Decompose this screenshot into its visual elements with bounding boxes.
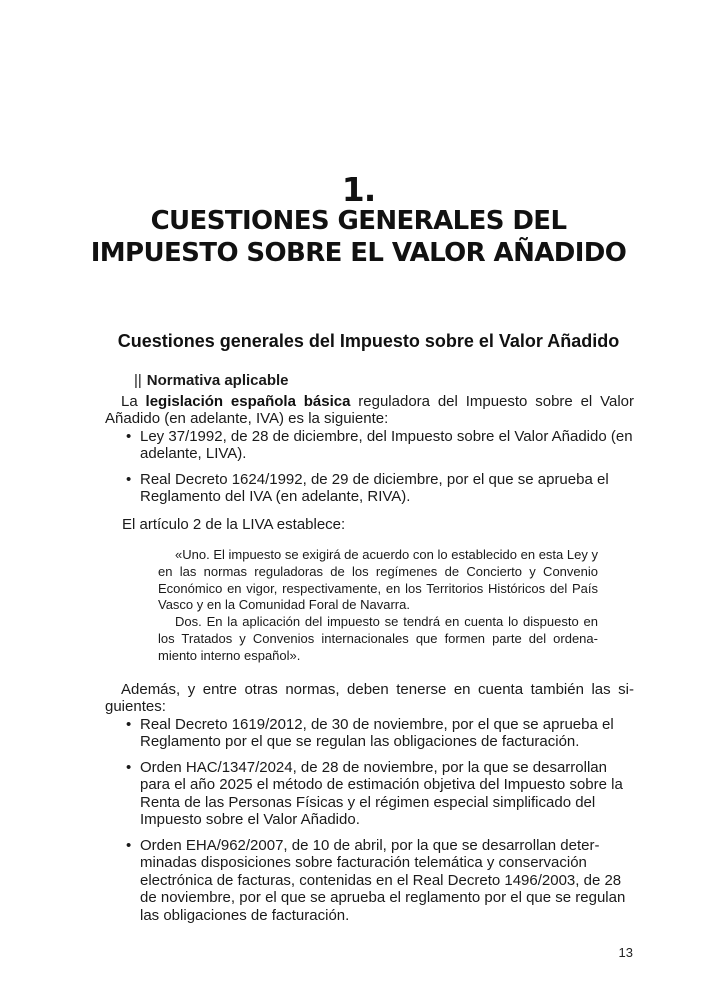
list-item: • Orden HAC/1347/2024, de 28 de noviembre, por la que se desarrollan para el año 2025 el método de estimación objetiva del Impuesto sobre la Renta de las Personas Físicas y el régimen especial simplificado del Impuesto sobre el Valor Añadido. [126, 759, 634, 829]
legislation-list [126, 428, 634, 506]
chapter-title-line-1: CUESTIONES GENERALES DEL [150, 206, 567, 236]
intro-lead: La [121, 392, 146, 410]
article-intro: El artículo 2 de la LIVA establece: [122, 515, 346, 533]
other-norms-text: Además, y entre otras normas, deben tenerse en cuenta también las siguientes: [105, 680, 634, 716]
list-item: • Orden EHA/962/2007, de 10 de abril, por la que se desarrollan determinadas disposiciones sobre facturación telemática y conservación electrónica de facturas, contenidas en el Real Decreto 1496/2003, de 28 de noviembre, por el que se aprueba el reglamento por el que se regulan las obligaciones de facturación. [126, 837, 634, 925]
subsection-heading [134, 372, 634, 390]
list-item: • Real Decreto 1624/1992, de 29 de diciembre, por el que se aprueba el Reglamento del IVA (en adelante, RIVA). [126, 471, 634, 506]
intro-rest: reguladora del Impuesto sobre el Valor Añadido (en adelante, IVA) es la siguiente: [105, 392, 634, 427]
list-item: • Real Decreto 1619/2012, de 30 de noviembre, por el que se aprueba el Reglamento por el que se regulan las obligaciones de facturación. [126, 716, 634, 751]
section-title: Cuestiones generales del Impuesto sobre el Valor Añadido [117, 331, 620, 351]
subsection-title: Normativa aplicable [146, 372, 289, 389]
other-norms-paragraph [105, 681, 634, 716]
chapter-title-line-2: IMPUESTO SOBRE EL VALOR AÑADIDO [90, 238, 627, 268]
chapter-title [0, 205, 717, 269]
subsection-marker: || [134, 372, 142, 389]
list-item: • Ley 37/1992, de 28 de diciembre, del Impuesto sobre el Valor Añadido (en adelante, LIVA). [126, 428, 634, 463]
page-number: 13 [618, 945, 633, 960]
other-norms-list [126, 716, 634, 925]
intro-bold-term: legislación española básica [145, 392, 351, 410]
article-quote [158, 547, 598, 665]
page-body [105, 372, 634, 924]
quote-paragraph: «Uno. El impuesto se exigirá de acuerdo con lo establecido en esta Ley y en las normas reguladoras de los regímenes de Concierto y Convenio Económico en vigor, respectivamente, en los Territorios Históricos del País Vasco y en la Comunidad Foral de Navarra. [158, 547, 598, 613]
intro-paragraph [105, 393, 634, 428]
chapter-number: 1. [341, 170, 376, 209]
quote-paragraph: Dos. En la aplicación del impuesto se tendrá en cuenta lo dispuesto en los Tratados y Convenios internacionales que formen parte del ordenamiento interno español». [158, 614, 598, 663]
